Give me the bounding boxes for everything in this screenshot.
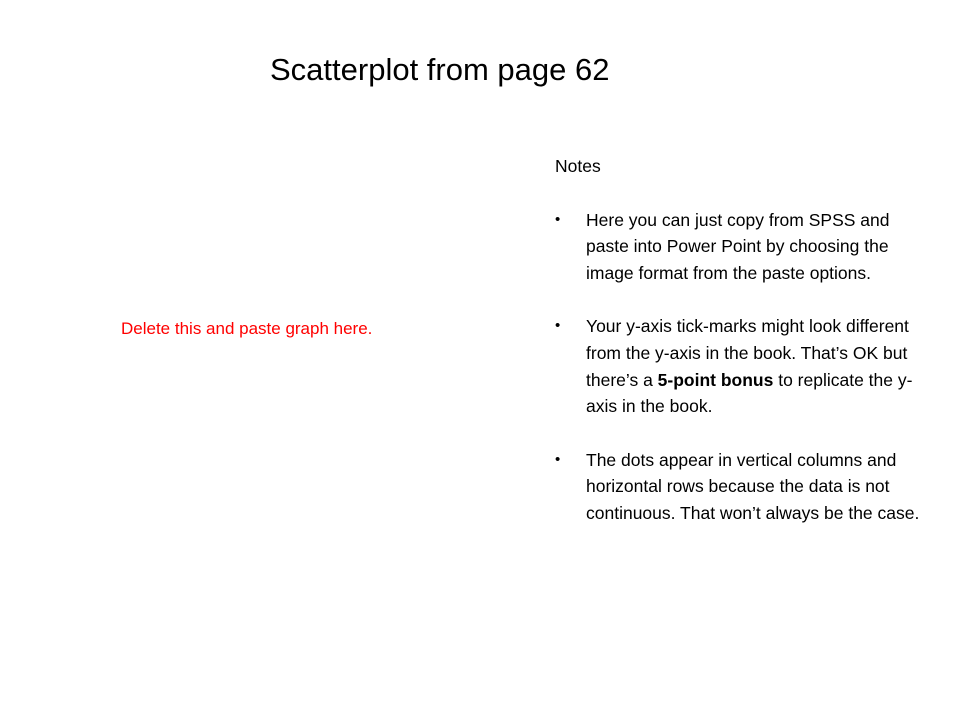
- note-text-3: The dots appear in vertical columns and horizontal rows because the data is not continuous. That won’t always be the case.: [586, 449, 920, 523]
- bonus-emphasis: 5-point bonus: [657, 369, 774, 390]
- notes-panel: [555, 153, 935, 554]
- note-bullet-2: [555, 313, 935, 419]
- slide-title: Scatterplot from page 62: [270, 52, 610, 87]
- notes-heading: Notes: [555, 156, 601, 176]
- bullet-marker: •: [555, 210, 561, 228]
- note-text-1: Here you can just copy from SPSS and paste into Power Point by choosing the image format from the paste options.: [586, 209, 890, 283]
- bullet-marker: •: [555, 450, 561, 468]
- graph-placeholder-text[interactable]: Delete this and paste graph here.: [121, 319, 373, 338]
- bullet-marker: •: [555, 317, 561, 335]
- note-text-2a: Your y-axis tick-marks might look different from the y-axis in the book. That’s OK but there’s a: [586, 316, 909, 390]
- note-text-2b: to replicate the y-axis in the book.: [586, 369, 913, 417]
- note-bullet-1: [555, 207, 935, 287]
- note-bullet-3: [555, 447, 935, 527]
- note-text-2: [586, 313, 935, 419]
